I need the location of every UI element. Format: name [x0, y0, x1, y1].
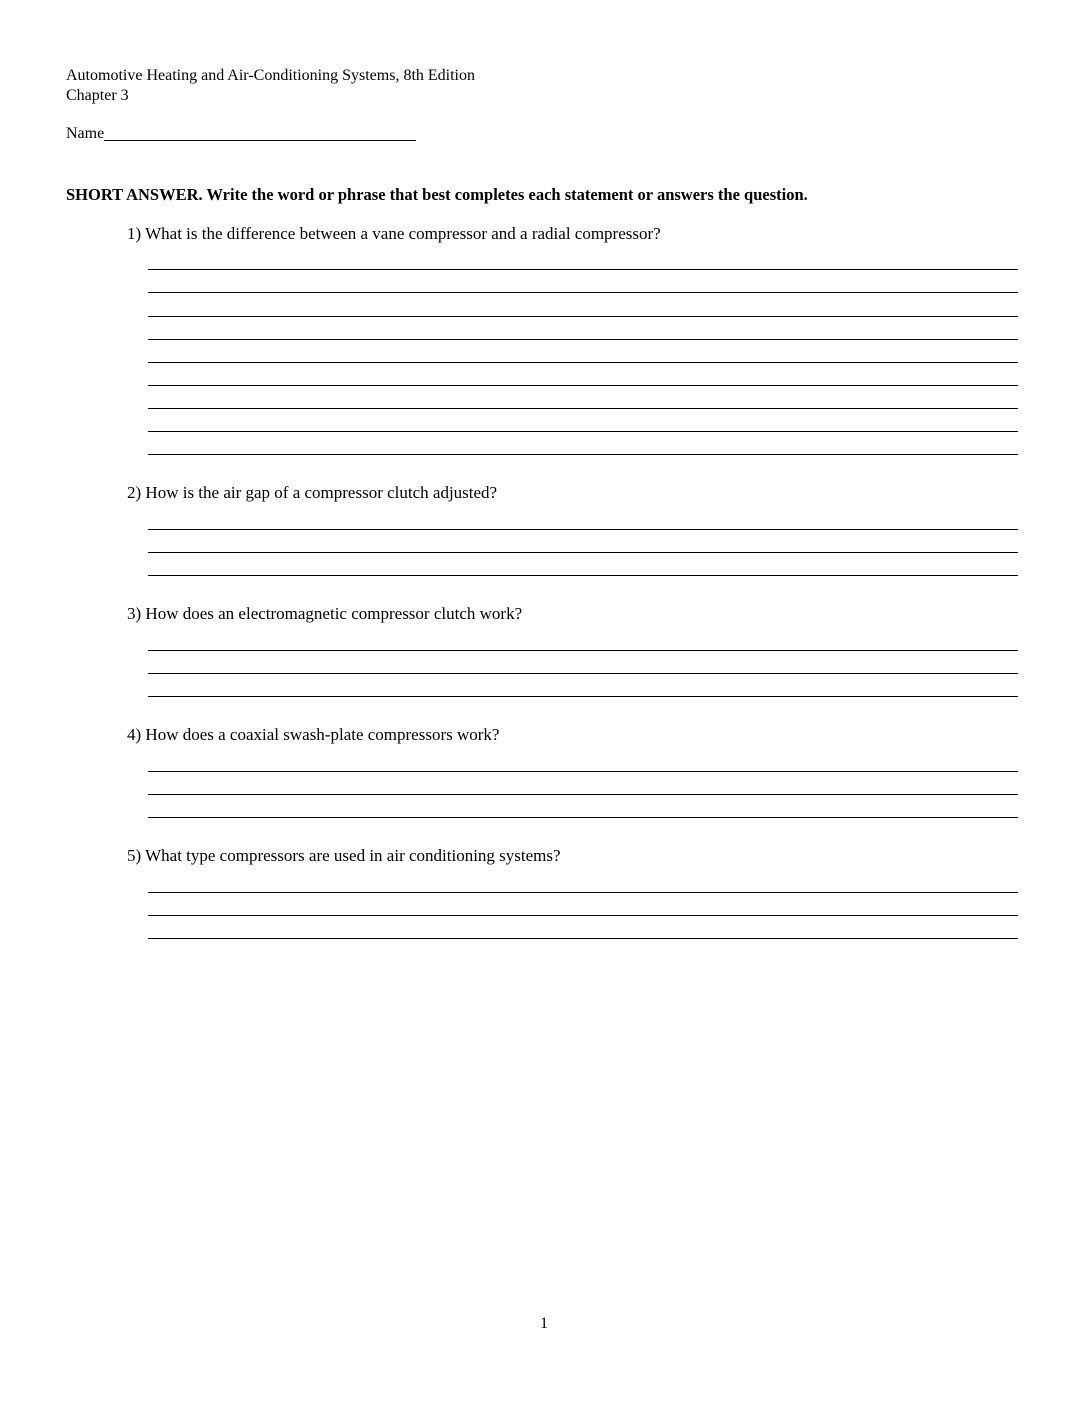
- name-label: Name: [66, 125, 105, 142]
- section-instructions: SHORT ANSWER. Write the word or phrase that best completes each statement or answers the question.: [66, 185, 808, 204]
- answer-line[interactable]: [148, 269, 1018, 270]
- question-2-text: 2) How is the air gap of a compressor clutch adjusted?: [127, 483, 498, 502]
- answer-line[interactable]: [148, 794, 1018, 795]
- answer-line[interactable]: [148, 339, 1018, 340]
- answer-line[interactable]: [148, 575, 1018, 576]
- answer-line[interactable]: [148, 385, 1018, 386]
- answer-line[interactable]: [148, 529, 1018, 530]
- answer-line[interactable]: [148, 915, 1018, 916]
- name-field[interactable]: [66, 124, 416, 144]
- answer-line[interactable]: [148, 771, 1018, 772]
- chapter-label: Chapter 3: [66, 87, 129, 104]
- answer-line[interactable]: [148, 552, 1018, 553]
- question-5-text: 5) What type compressors are used in air conditioning systems?: [127, 846, 561, 865]
- answer-line[interactable]: [148, 696, 1018, 697]
- answer-line[interactable]: [148, 362, 1018, 363]
- answer-line[interactable]: [148, 938, 1018, 939]
- book-title: Automotive Heating and Air-Conditioning Systems, 8th Edition: [66, 67, 475, 84]
- answer-line[interactable]: [148, 817, 1018, 818]
- answer-line[interactable]: [148, 431, 1018, 432]
- document-header: [66, 66, 475, 106]
- question-1-text: 1) What is the difference between a vane compressor and a radial compressor?: [127, 224, 661, 243]
- answer-line[interactable]: [148, 650, 1018, 651]
- question-3-text: 3) How does an electromagnetic compressor clutch work?: [127, 604, 523, 623]
- answer-line[interactable]: [148, 454, 1018, 455]
- answer-line[interactable]: [148, 673, 1018, 674]
- page-number: 1: [540, 1315, 548, 1332]
- answer-line[interactable]: [148, 892, 1018, 893]
- question-4-text: 4) How does a coaxial swash-plate compressors work?: [127, 725, 500, 744]
- answer-line[interactable]: [148, 316, 1018, 317]
- answer-line[interactable]: [148, 292, 1018, 293]
- answer-line[interactable]: [148, 408, 1018, 409]
- name-blank-line[interactable]: [104, 139, 416, 141]
